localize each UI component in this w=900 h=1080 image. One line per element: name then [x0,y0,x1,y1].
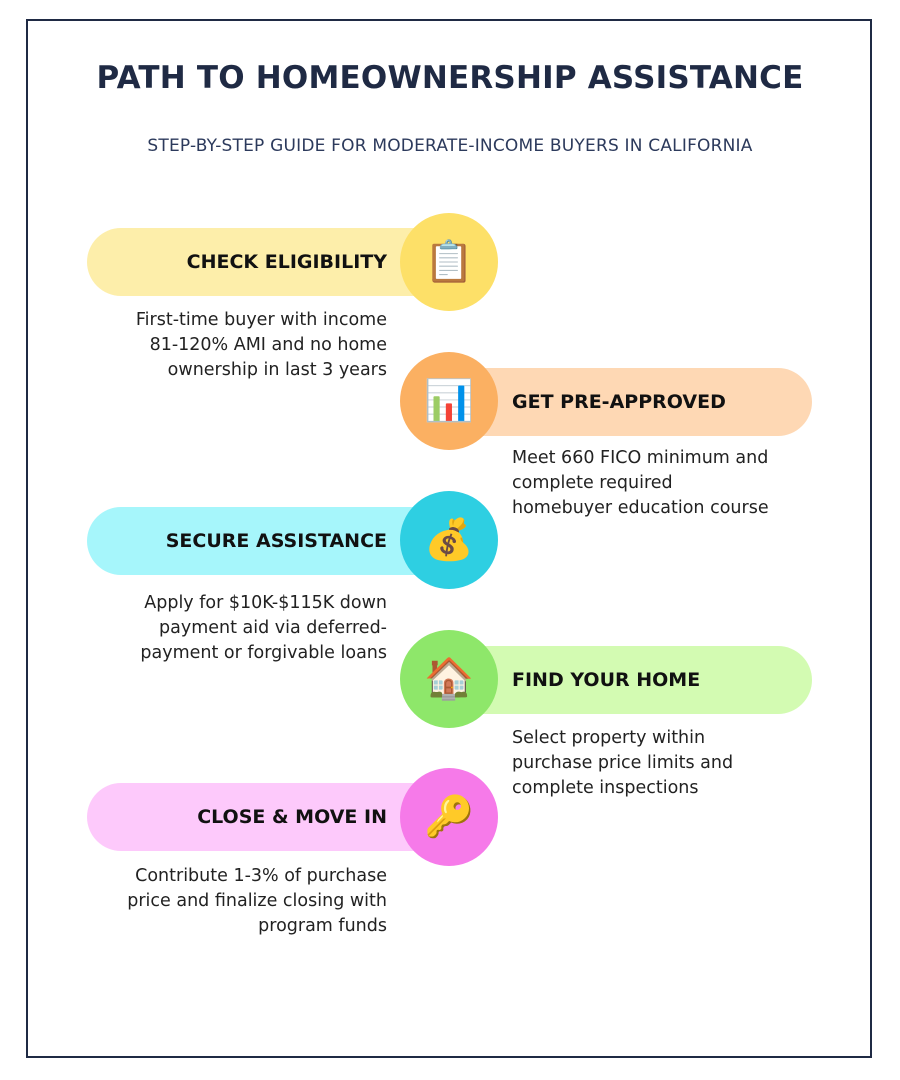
step-3-description: Apply for $10K-$115K down payment aid via deferred- payment or forgivable loans [140,593,387,663]
page-subtitle: STEP-BY-STEP GUIDE FOR MODERATE-INCOME BUYERS IN CALIFORNIA [147,136,753,156]
money-bag-icon: 💰 [400,491,498,589]
step-5-pill [87,783,447,851]
page-title: PATH TO HOMEOWNERSHIP ASSISTANCE [96,60,804,96]
step-4-description: Select property within purchase price limits and complete inspections [512,728,734,798]
step-2-description: Meet 660 FICO minimum and complete required homebuyer education course [512,448,769,518]
step-1-pill [87,228,447,296]
step-1-label: CHECK ELIGIBILITY [186,251,387,273]
step-1-description: First-time buyer with income 81-120% AMI and no home ownership in last 3 years [135,310,387,380]
step-2-label: GET PRE-APPROVED [512,391,726,413]
key-icon: 🔑 [400,768,498,866]
step-5-description: Contribute 1-3% of purchase price and finalize closing with program funds [127,866,387,936]
step-4-label: FIND YOUR HOME [512,669,701,691]
step-3-label: SECURE ASSISTANCE [165,530,387,552]
step-5-label: CLOSE & MOVE IN [197,806,387,828]
bar-chart-icon: 📊 [400,352,498,450]
step-3-pill [87,507,447,575]
house-icon: 🏠 [400,630,498,728]
step-2-pill [450,368,812,436]
step-4-pill [450,646,812,714]
clipboard-icon: 📋 [400,213,498,311]
